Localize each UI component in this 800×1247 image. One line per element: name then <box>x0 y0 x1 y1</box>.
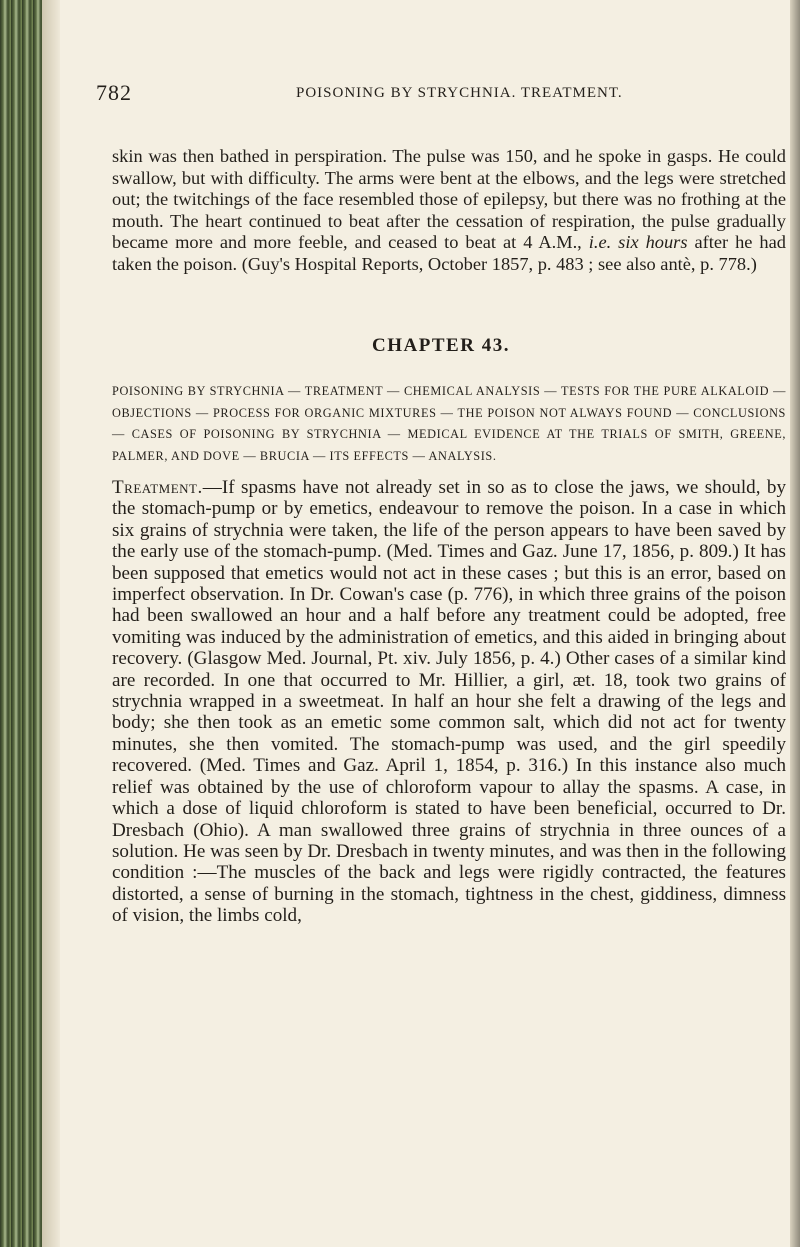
page-edge <box>790 0 800 1247</box>
running-title: POISONING BY STRYCHNIA. TREATMENT. <box>296 85 623 101</box>
chapter-synopsis: POISONING BY STRYCHNIA — TREATMENT — CHEMICAL ANALYSIS — TESTS FOR THE PURE ALKALOID — OBJECTIONS — PROCESS FOR ORGANIC MIXTURES — THE POISON NOT ALWAYS FOUND — CONCLUSIONS — CASES OF POISONING BY STRYCHNIA — MEDICAL EVIDENCE AT THE TRIALS OF SMITH, GREENE, PALMER, AND DOVE — BRUCIA — ITS EFFECTS — ANALYSIS. <box>112 384 786 463</box>
book-binding <box>0 0 42 1247</box>
paragraph-text-end: after he had taken the poison. (Guy's Hospital Reports, October 1857, p. 483 ; see also antè, p. 778.) <box>112 232 786 274</box>
section-lead: Treatment. <box>112 477 203 498</box>
treatment-paragraph <box>96 477 786 927</box>
page-number: 782 <box>96 80 132 105</box>
page-gutter <box>42 0 60 1247</box>
treatment-text: —If spasms have not already set in so as to close the jaws, we should, by the stomach-pump or by emetics, endeavour to remove the poison. In a case in which six grains of strychnia were taken, the life of the person appears to have been saved by the early use of the stomach-pump. (Med. Times and Gaz. June 17, 1856, p. 809.) It has been supposed that emetics would not act in these cases ; but this is an error, based on imperfect observation. In Dr. Cowan's case (p. 776), in which three grains of the poison had been swallowed an hour and a half before any treatment could be adopted, free vomiting was induced by the administration of emetics, and this aided in bringing about recovery. (Glasgow Med. Journal, Pt. xiv. July 1856, p. 4.) Other cases of a similar kind are recorded. In one that occurred to Mr. Hillier, a girl, æt. 18, took two grains of strychnia wrapped in a sweetmeat. In half an hour she felt a drawing of the legs and body; she then took as an emetic some common salt, which did not act for twenty minutes, she then vomited. The stomach-pump was used, and the girl speedily recovered. (Med. Times and Gaz. April 1, 1854, p. 316.) In this instance also much relief was obtained by the use of chloroform vapour to allay the spasms. A case, in which a dose of liquid chloroform is stated to have been beneficial, occurred to Dr. Dresbach (Ohio). A man swallowed three grains of strychnia in three ounces of a solution. He was seen by Dr. Dresbach in twenty minutes, and was then in the following condition :—The muscles of the back and legs were rigidly contracted, the features distorted, a sense of burning in the stomach, tightness in the chest, giddiness, dimness of vision, the limbs cold, <box>112 477 786 927</box>
paragraph-text: skin was then bathed in perspiration. The pulse was 150, and he spoke in gasps. He could swallow, but with difficulty. The arms were bent at the elbows, and the legs were stretched out; the twitchings of the face resembled those of epilepsy, but there was no frothing at the mouth. The heart continued to beat after the cessation of respiration, the pulse gradually became more and more feeble, and ceased to beat at 4 A.M., <box>112 146 786 252</box>
chapter-title: CHAPTER 43. <box>372 335 510 356</box>
book-page <box>96 72 786 927</box>
italic-phrase: i.e. six hours <box>588 232 688 252</box>
paragraph-continuation <box>96 146 786 275</box>
running-head <box>96 72 786 108</box>
